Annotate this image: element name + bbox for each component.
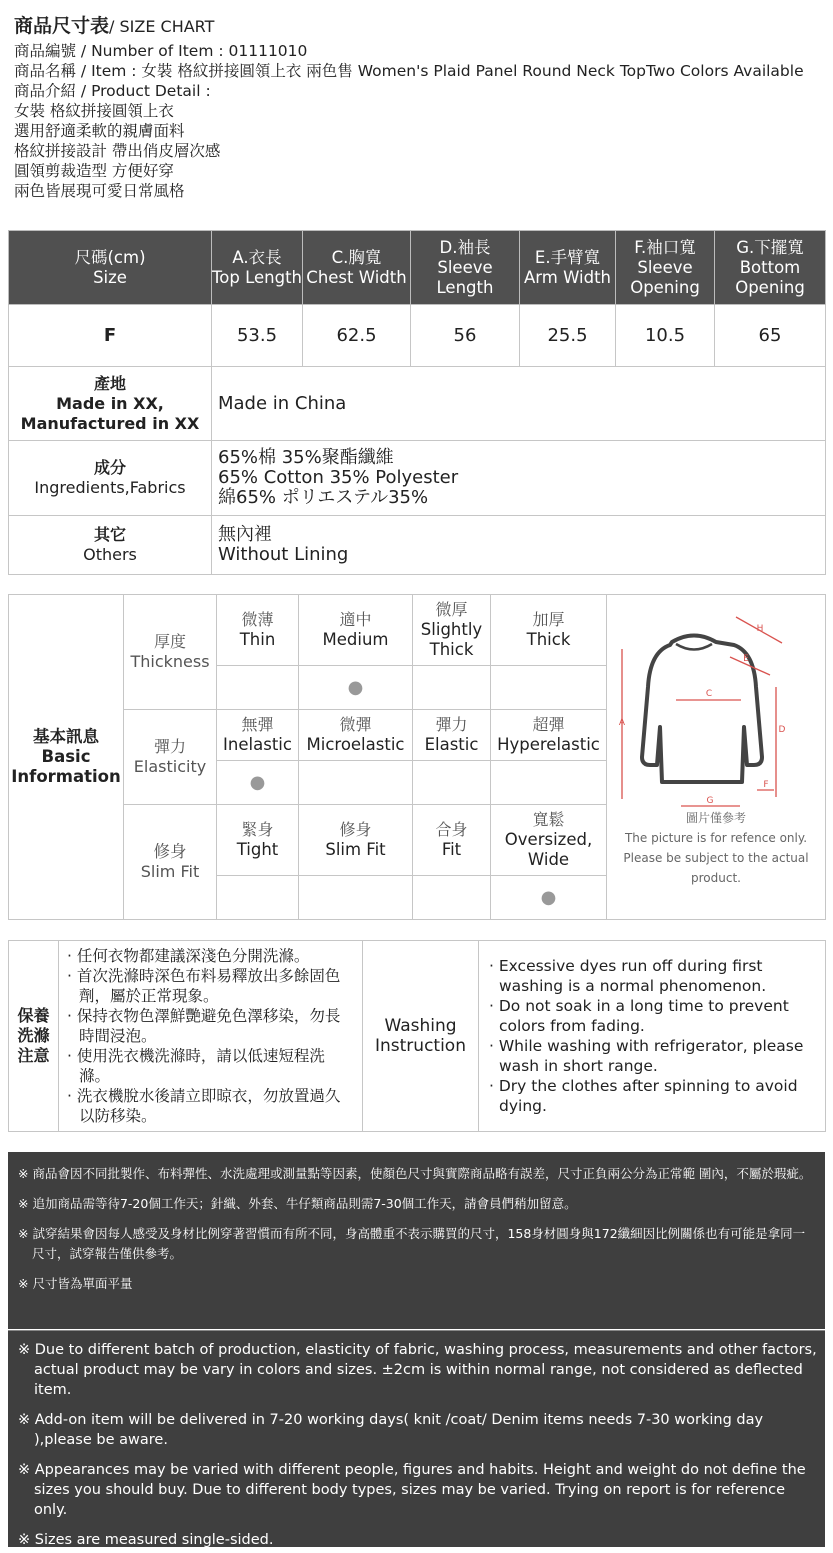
option-cn: 加厚 xyxy=(532,610,565,629)
option-cn: 超彈 xyxy=(532,715,565,734)
option-en: Hyperelastic xyxy=(497,735,600,754)
option-en: Tight xyxy=(236,840,279,859)
diagram-label-f: F xyxy=(762,780,769,790)
thickness-thick xyxy=(491,595,607,666)
thickness-label xyxy=(124,595,217,710)
option-cn: 緊身 xyxy=(241,820,274,839)
page-title xyxy=(14,12,824,41)
fit-label-en: Slim Fit xyxy=(140,862,200,881)
option-cn: 彈力 xyxy=(435,715,468,734)
thickness-mark-thin xyxy=(217,666,299,710)
option-en: Slightly Thick xyxy=(420,620,483,659)
option-en: Thick xyxy=(526,630,571,649)
fabric-value xyxy=(212,441,826,516)
fit-label xyxy=(124,805,217,920)
header-cn: G.下擺寬 xyxy=(736,237,804,257)
size-header-row xyxy=(9,231,826,305)
option-en: Elastic xyxy=(424,735,479,754)
thickness-mark-medium: ● xyxy=(299,666,413,710)
item-name: 商品名稱 / Item : 女裝 格紋拼接圓領上衣 兩色售 Women's Plaid Panel Round Neck TopTwo Colors Available xyxy=(14,62,804,80)
header-sleeve-length xyxy=(411,231,520,305)
header-en: Bottom Opening xyxy=(735,257,805,297)
product-header xyxy=(14,12,824,201)
others-value xyxy=(212,516,826,575)
size-cell: F xyxy=(9,305,212,367)
fit-tight xyxy=(217,805,299,876)
elasticity-label-cn: 彈力 xyxy=(153,737,186,756)
elasticity-mark-elastic xyxy=(413,761,491,805)
washing-cn-text: 首次洗滌時深色布料易釋放出多餘固色劑，屬於正常現象。 xyxy=(76,967,341,1005)
washing-row xyxy=(9,941,826,1132)
header-bottom-opening xyxy=(715,231,826,305)
fabric-line: 65%棉 35%聚酯纖維 xyxy=(218,447,394,468)
option-en: Medium xyxy=(322,630,389,649)
elasticity-mark-hyperelastic xyxy=(491,761,607,805)
option-cn: 微厚 xyxy=(435,600,468,619)
basic-info-label-en: Basic Information xyxy=(11,747,121,786)
basic-info-label xyxy=(9,595,124,920)
thickness-slightly-thick xyxy=(413,595,491,666)
fit-fit xyxy=(413,805,491,876)
header-en: Top Length xyxy=(212,267,303,287)
option-cn: 無彈 xyxy=(241,715,274,734)
chest-width-value: 62.5 xyxy=(303,305,411,367)
basic-info-table xyxy=(8,594,826,920)
washing-label-cn: 保養洗滌注意 xyxy=(9,941,59,1132)
option-cn: 合身 xyxy=(435,820,468,839)
thickness-options-row xyxy=(9,595,826,666)
option-cn: 適中 xyxy=(339,610,372,629)
origin-row xyxy=(9,367,826,441)
sleeve-length-value: 56 xyxy=(411,305,520,367)
washing-cn-text: 保持衣物色澤鮮艷避免色澤移染，勿長時間浸泡。 xyxy=(76,1007,341,1045)
washing-en-list xyxy=(479,941,826,1132)
washing-en-item: · Dry the clothes after spinning to avoid dying. xyxy=(489,1077,798,1115)
washing-cn-list xyxy=(59,941,363,1132)
top-length-value: 53.5 xyxy=(212,305,303,367)
header-cn: C.胸寬 xyxy=(331,247,382,267)
header-en: Sleeve Length xyxy=(436,257,494,297)
header-arm-width xyxy=(520,231,616,305)
origin-label-cn: 產地 xyxy=(93,373,126,393)
header-top-length xyxy=(212,231,303,305)
washing-cn-text: 任何衣物都建議深淺色分開洗滌。 xyxy=(76,947,310,965)
washing-cn-text: 使用洗衣機洗滌時，請以低速短程洗滌。 xyxy=(76,1047,325,1085)
header-en: Chest Width xyxy=(306,267,407,287)
fabric-label xyxy=(9,441,212,516)
header-cn: E.手臂寬 xyxy=(534,247,601,267)
fit-mark-oversized: ● xyxy=(491,876,607,920)
caption-cn: 圖片僅參考 xyxy=(685,811,746,825)
size-row xyxy=(9,305,826,367)
diagram-label-e: E xyxy=(742,654,749,664)
option-cn: 微薄 xyxy=(241,610,274,629)
note-cn: ※ 尺寸皆為單面平量 xyxy=(18,1276,133,1291)
notes-cn-panel xyxy=(8,1152,825,1329)
thickness-mark-thick xyxy=(491,666,607,710)
washing-en-item: · Excessive dyes run off during first washing is a normal phenomenon. xyxy=(489,957,767,995)
elasticity-inelastic xyxy=(217,710,299,761)
caption-en: The picture is for refence only. Please be subject to the actual product. xyxy=(623,831,809,885)
fit-mark-slim xyxy=(299,876,413,920)
diagram-caption xyxy=(607,808,825,888)
option-cn: 修身 xyxy=(339,820,372,839)
item-number: 商品編號 / Number of Item : 01111010 xyxy=(14,42,308,60)
header-size xyxy=(9,231,212,305)
fabric-line: 綿65% ポリエステル35% xyxy=(218,487,429,508)
arm-width-value: 25.5 xyxy=(520,305,616,367)
elasticity-hyperelastic xyxy=(491,710,607,761)
washing-cn-item: · 使用洗衣機洗滌時，請以低速短程洗滌。 xyxy=(67,1047,325,1085)
washing-en-text: Do not soak in a long time to prevent colors from fading. xyxy=(498,997,789,1035)
header-cn: D.袖長 xyxy=(439,237,491,257)
washing-cn-item: · 保持衣物色澤鮮艷避免色澤移染，勿長時間浸泡。 xyxy=(67,1007,341,1045)
header-chest-width xyxy=(303,231,411,305)
detail-line: 格紋拼接設計 帶出俏皮層次感 xyxy=(14,142,221,160)
title-cn: 商品尺寸表 xyxy=(14,15,110,37)
others-row xyxy=(9,516,826,575)
origin-label-en: Made in XX, Manufactured in XX xyxy=(20,393,200,433)
header-cn: A.衣長 xyxy=(232,247,282,267)
fit-label-cn: 修身 xyxy=(153,842,187,861)
header-sleeve-opening xyxy=(616,231,715,305)
washing-label-en: Washing Instruction xyxy=(363,941,479,1132)
thickness-thin xyxy=(217,595,299,666)
washing-en-text: Excessive dyes run off during first washing is a normal phenomenon. xyxy=(498,957,767,995)
elasticity-microelastic xyxy=(299,710,413,761)
elasticity-elastic xyxy=(413,710,491,761)
diagram-label-d: D xyxy=(778,725,785,735)
elasticity-label xyxy=(124,710,217,805)
option-en: Microelastic xyxy=(306,735,405,754)
others-label-cn: 其它 xyxy=(93,525,126,544)
size-table xyxy=(8,230,826,575)
others-label xyxy=(9,516,212,575)
option-en: Fit xyxy=(441,840,462,859)
elasticity-mark-inelastic: ● xyxy=(217,761,299,805)
fit-mark-tight xyxy=(217,876,299,920)
note-en: ※ Appearances may be varied with different people, figures and habits. Height and weight do not define the sizes you should buy. Due to different body types, sizes may be varied. Trying on report is for reference only. xyxy=(18,1462,806,1518)
washing-en-item: · Do not soak in a long time to prevent colors from fading. xyxy=(489,997,789,1035)
option-cn: 微彈 xyxy=(339,715,372,734)
header-en: Arm Width xyxy=(523,267,612,287)
sweater-collar xyxy=(676,644,712,650)
elasticity-label-en: Elasticity xyxy=(133,757,207,776)
washing-cn-item: · 洗衣機脫水後請立即晾衣，勿放置過久以防移染。 xyxy=(67,1087,341,1125)
washing-table xyxy=(8,940,826,1132)
note-cn: ※ 追加商品需等待7-20個工作天；針織、外套、牛仔類商品則需7-30個工作天，請會員們稍加留意。 xyxy=(18,1196,577,1211)
fabric-row xyxy=(9,441,826,516)
washing-cn-item: · 任何衣物都建議深淺色分開洗滌。 xyxy=(67,947,310,965)
diagram-label-a: A xyxy=(618,718,625,728)
detail-line: 女裝 格紋拼接圓領上衣 xyxy=(14,102,174,120)
header-en: Size xyxy=(93,267,127,287)
fit-slim xyxy=(299,805,413,876)
diagram-label-h: H xyxy=(756,624,763,634)
garment-diagram-cell xyxy=(607,595,826,920)
washing-cn-item: · 首次洗滌時深色布料易釋放出多餘固色劑，屬於正常現象。 xyxy=(67,967,341,1005)
detail-line: 兩色皆展現可愛日常風格 xyxy=(14,182,185,200)
fabric-line: 65% Cotton 35% Polyester xyxy=(218,467,459,488)
detail-line: 選用舒適柔軟的親膚面料 xyxy=(14,122,185,140)
elasticity-mark-microelastic xyxy=(299,761,413,805)
thickness-label-en: Thickness xyxy=(130,652,210,671)
fit-mark-fit xyxy=(413,876,491,920)
thickness-mark-slightly-thick xyxy=(413,666,491,710)
others-label-en: Others xyxy=(83,545,137,564)
others-line: Without Lining xyxy=(218,544,349,565)
washing-en-item: · While washing with refrigerator, please wash in short range. xyxy=(489,1037,804,1075)
origin-value: Made in China xyxy=(212,367,826,441)
detail-label: 商品介紹 / Product Detail : xyxy=(14,82,211,100)
sleeve-opening-value: 10.5 xyxy=(616,305,715,367)
option-cn: 寬鬆 xyxy=(532,810,565,829)
thickness-label-cn: 厚度 xyxy=(153,632,186,651)
fabric-label-cn: 成分 xyxy=(93,458,126,477)
thickness-medium xyxy=(299,595,413,666)
diagram-label-c: C xyxy=(705,689,712,699)
notes-en-panel xyxy=(8,1331,825,1547)
diagram-label-g: G xyxy=(706,796,713,806)
title-en: / SIZE CHART xyxy=(109,17,215,36)
washing-cn-text: 洗衣機脫水後請立即晾衣，勿放置過久以防移染。 xyxy=(76,1087,341,1125)
washing-en-text: While washing with refrigerator, please wash in short range. xyxy=(498,1037,804,1075)
washing-en-text: Dry the clothes after spinning to avoid dying. xyxy=(498,1077,798,1115)
header-cn: 尺碼(cm) xyxy=(74,247,146,267)
origin-label xyxy=(9,367,212,441)
note-en: ※ Sizes are measured single-sided. xyxy=(18,1532,274,1548)
header-cn: F.袖口寬 xyxy=(634,237,696,257)
option-en: Inelastic xyxy=(223,735,292,754)
bottom-opening-value: 65 xyxy=(715,305,826,367)
note-en: ※ Add-on item will be delivered in 7-20 working days( knit /coat/ Denim items needs 7-30 working day ),please be aware. xyxy=(18,1412,764,1448)
fabric-label-en: Ingredients,Fabrics xyxy=(34,478,186,497)
note-cn: ※ 試穿結果會因每人感受及身材比例穿著習慣而有所不同，身高體重不表示購買的尺寸，158身材圓身與172纖細因比例關係也有可能是拿同一尺寸，試穿報告僅供參考。 xyxy=(18,1226,806,1261)
note-en: ※ Due to different batch of production, elasticity of fabric, washing process, measurements and other factors, actual product may be vary in colors and sizes. ±2cm is within normal range, not considered as deflected item. xyxy=(18,1342,817,1398)
sweater-diagram xyxy=(614,607,819,806)
others-line: 無內裡 xyxy=(218,524,272,545)
option-en: Oversized, Wide xyxy=(504,830,593,869)
note-cn: ※ 商品會因不同批製作、布料彈性、水洗處理或測量點等因素，使顏色尺寸與實際商品略有誤差，尺寸正負兩公分為正常範 圍內，不屬於瑕疵。 xyxy=(18,1166,812,1181)
fit-oversized xyxy=(491,805,607,876)
option-en: Thin xyxy=(239,630,276,649)
option-en: Slim Fit xyxy=(325,840,386,859)
header-en: Sleeve Opening xyxy=(630,257,700,297)
detail-line: 圓領剪裁造型 方便好穿 xyxy=(14,162,174,180)
basic-info-label-cn: 基本訊息 xyxy=(33,727,99,746)
